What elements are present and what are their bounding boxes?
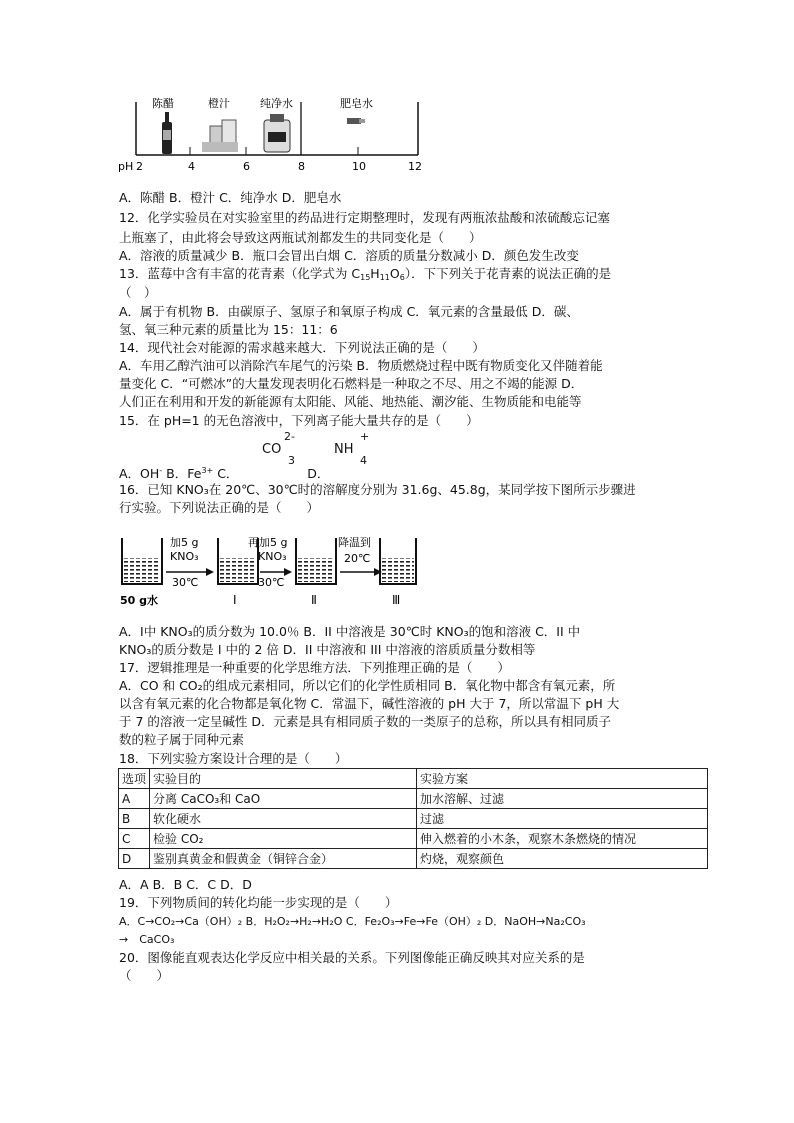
table-row bbox=[119, 809, 708, 829]
table-cell: 软化硬水 bbox=[150, 809, 417, 829]
soap-icon bbox=[347, 118, 365, 124]
pure-water-icon bbox=[264, 114, 290, 152]
q17-options-line1: A．CO 和 CO₂的组成元素相同，所以它们的化学性质相同 B．氧化物中都含有氧元素，所 bbox=[119, 678, 616, 693]
q15-stem: 15．在 pH=1 的无色溶液中，下列离子能大量共存的是（ ） bbox=[119, 413, 479, 428]
table-cell: 伸入燃着的小木条，观察木条燃烧的情况 bbox=[417, 829, 708, 849]
table-row bbox=[119, 849, 708, 869]
table-header-row bbox=[119, 769, 708, 789]
orange-juice-icon bbox=[202, 120, 238, 152]
ph-tick: 2 bbox=[136, 160, 143, 173]
q16-options-line2: KNO₃的质分数是 I 中的 2 倍 D．II 中溶液和 III 中溶液的溶质质量分数相等 bbox=[119, 642, 536, 657]
q14-stem: 14．现代社会对能源的需求越来越大．下列说法正确的是（ ） bbox=[119, 340, 485, 355]
step1-label-mid: KNO₃ bbox=[170, 550, 199, 563]
ph-item-label: 肥皂水 bbox=[340, 97, 373, 110]
ph-tick: 6 bbox=[243, 160, 250, 173]
table-row bbox=[119, 789, 708, 809]
beaker-label: Ⅰ bbox=[233, 593, 237, 607]
q13-options-line2: 氢、氧三种元素的质量比为 15：11：6 bbox=[119, 322, 338, 337]
step1-label-bot: 30℃ bbox=[172, 576, 199, 589]
q13-stem-line2: （ ） bbox=[119, 285, 157, 300]
table-cell: D bbox=[119, 849, 150, 869]
step2-label-bot: 30℃ bbox=[258, 576, 285, 589]
table-row bbox=[119, 829, 708, 849]
table-header-cell: 实验目的 bbox=[150, 769, 417, 789]
q12-options: A．溶液的质量减少 B．瓶口会冒出白烟 C．溶质的质量分数减小 D．颜色发生改变 bbox=[119, 248, 579, 263]
kno3-dissolution-figure bbox=[118, 532, 418, 612]
q16-options-line1: A．Ⅰ中 KNO₃的质分数为 10.0％ B．II 中溶液是 30℃时 KNO₃的饱和溶液 C．II 中 bbox=[119, 624, 581, 639]
table-cell: A bbox=[119, 789, 150, 809]
table-cell: B bbox=[119, 809, 150, 829]
q14-options-line2: 量变化 C．“可燃冰”的大量发现表明化石燃料是一种取之不尽、用之不竭的能源 D． bbox=[119, 376, 584, 391]
vinegar-bottle-icon bbox=[162, 112, 172, 154]
start-label: 50 g水 bbox=[120, 594, 159, 607]
q14-options-line3: 人们正在利用和开发的新能源有太阳能、风能、地热能、潮汐能、生物质能和电能等 bbox=[119, 394, 582, 409]
step3-label-top: 降温到 bbox=[338, 536, 371, 549]
table-cell: C bbox=[119, 829, 150, 849]
q14-options-line1: A．车用乙醇汽油可以消除汽车尾气的污染 B．物质燃烧过程中既有物质变化又伴随着能 bbox=[119, 358, 603, 373]
table-cell: 检验 CO₂ bbox=[150, 829, 417, 849]
table-cell: 加水溶解、过滤 bbox=[417, 789, 708, 809]
ph-tick: 8 bbox=[298, 160, 305, 173]
ph-axis-label: pH bbox=[118, 160, 134, 173]
q19-stem: 19．下列物质间的转化均能一步实现的是（ ） bbox=[119, 895, 398, 910]
arrow-head-icon bbox=[284, 568, 292, 576]
ph-item-label: 陈醋 bbox=[152, 97, 174, 110]
table-cell: 鉴别真黄金和假黄金（铜锌合金） bbox=[150, 849, 417, 869]
q17-options-line2: 以含有氧元素的化合物都是氧化物 C．常温下，碱性溶液的 pH 大于 7，所以常温下 pH 大 bbox=[119, 696, 620, 711]
step2-label-top: 再加5 g bbox=[248, 536, 288, 549]
beaker-icon bbox=[296, 538, 336, 584]
ph-item-label: 橙汁 bbox=[208, 97, 230, 110]
ph-tick: 10 bbox=[352, 160, 366, 173]
q12-stem-line1: 12．化学实验员在对实验室里的药品进行定期整理时，发现有两瓶浓盐酸和浓硫酸忘记塞 bbox=[119, 210, 610, 225]
table-cell: 过滤 bbox=[417, 809, 708, 829]
q17-stem: 17．逻辑推理是一种重要的化学思维方法．下列推理正确的是（ ） bbox=[119, 660, 510, 675]
step2-label-mid: KNO₃ bbox=[258, 550, 287, 563]
q19-options-line1: A．C→CO₂→Ca（OH）₂ B．H₂O₂→H₂→H₂O C．Fe₂O₃→Fe→Fe（OH）₂ D．NaOH→Na₂CO₃ bbox=[119, 915, 586, 928]
q18-options: A．A B．B C．C D．D bbox=[119, 877, 252, 892]
table-cell: 灼烧，观察颜色 bbox=[417, 849, 708, 869]
arrow-head-icon bbox=[206, 568, 214, 576]
beaker-process-diagram bbox=[118, 532, 418, 612]
ph-scale-figure bbox=[118, 92, 428, 176]
table-header-cell: 选项 bbox=[119, 769, 150, 789]
beaker-label: Ⅲ bbox=[392, 593, 401, 607]
q13-stem-line1: 13．蓝莓中含有丰富的花青素（化学式为 $C_{15}H_{11}O_6$）．下下列关于花青素的说法正确的是 bbox=[119, 266, 612, 282]
step3-label-mid: 20℃ bbox=[344, 552, 371, 565]
ph-tick: 4 bbox=[188, 160, 195, 173]
q11-options: A．陈醋 B．橙汁 C．纯净水 D．肥皂水 bbox=[119, 190, 342, 205]
q15-options: A．OH- B．$Fe^{3+}$ C． D． bbox=[119, 466, 330, 482]
q20-stem-line1: 20．图像能直观表达化学反应中相关最的关系。下列图像能正确反映其对应关系的是 bbox=[119, 950, 585, 965]
q13-options-line1: A．属于有机物 B．由碳原子、氢原子和氧原子构成 C．氧元素的含量最低 D．碳、 bbox=[119, 304, 579, 319]
q17-options-line3: 于 7 的溶液一定呈碱性 D．元素是具有相同质子数的一类原子的总称，所以具有相同质子 bbox=[119, 714, 611, 729]
table-cell: 分离 CaCO₃和 CaO bbox=[150, 789, 417, 809]
beaker-label: Ⅱ bbox=[311, 593, 317, 607]
q17-options-line4: 数的粒子属于同种元素 bbox=[119, 732, 245, 747]
q16-stem-line1: 16．已知 KNO₃在 20℃、30℃时的溶解度分别为 31.6g、45.8g，某同学按下图所示步骤进 bbox=[119, 482, 636, 497]
q20-stem-line2: （ ） bbox=[119, 968, 170, 983]
step1-label-top: 加5 g bbox=[170, 536, 199, 549]
table-header-cell: 实验方案 bbox=[417, 769, 708, 789]
experiment-table bbox=[118, 768, 708, 869]
beaker-icon bbox=[122, 538, 162, 584]
ph-tick: 12 bbox=[408, 160, 422, 173]
ph-item-label: 纯净水 bbox=[260, 97, 293, 110]
ph-scale-diagram bbox=[118, 92, 428, 176]
q16-stem-line2: 行实验。下列说法正确的是（ ） bbox=[119, 500, 320, 515]
q18-stem: 18．下列实验方案设计合理的是（ ） bbox=[119, 751, 348, 766]
q19-options-line2: → CaCO₃ bbox=[119, 933, 175, 946]
q12-stem-line2: 上瓶塞了，由此将会导致这两瓶试剂都发生的共同变化是（ ） bbox=[119, 230, 482, 245]
beaker-icon bbox=[380, 538, 416, 584]
